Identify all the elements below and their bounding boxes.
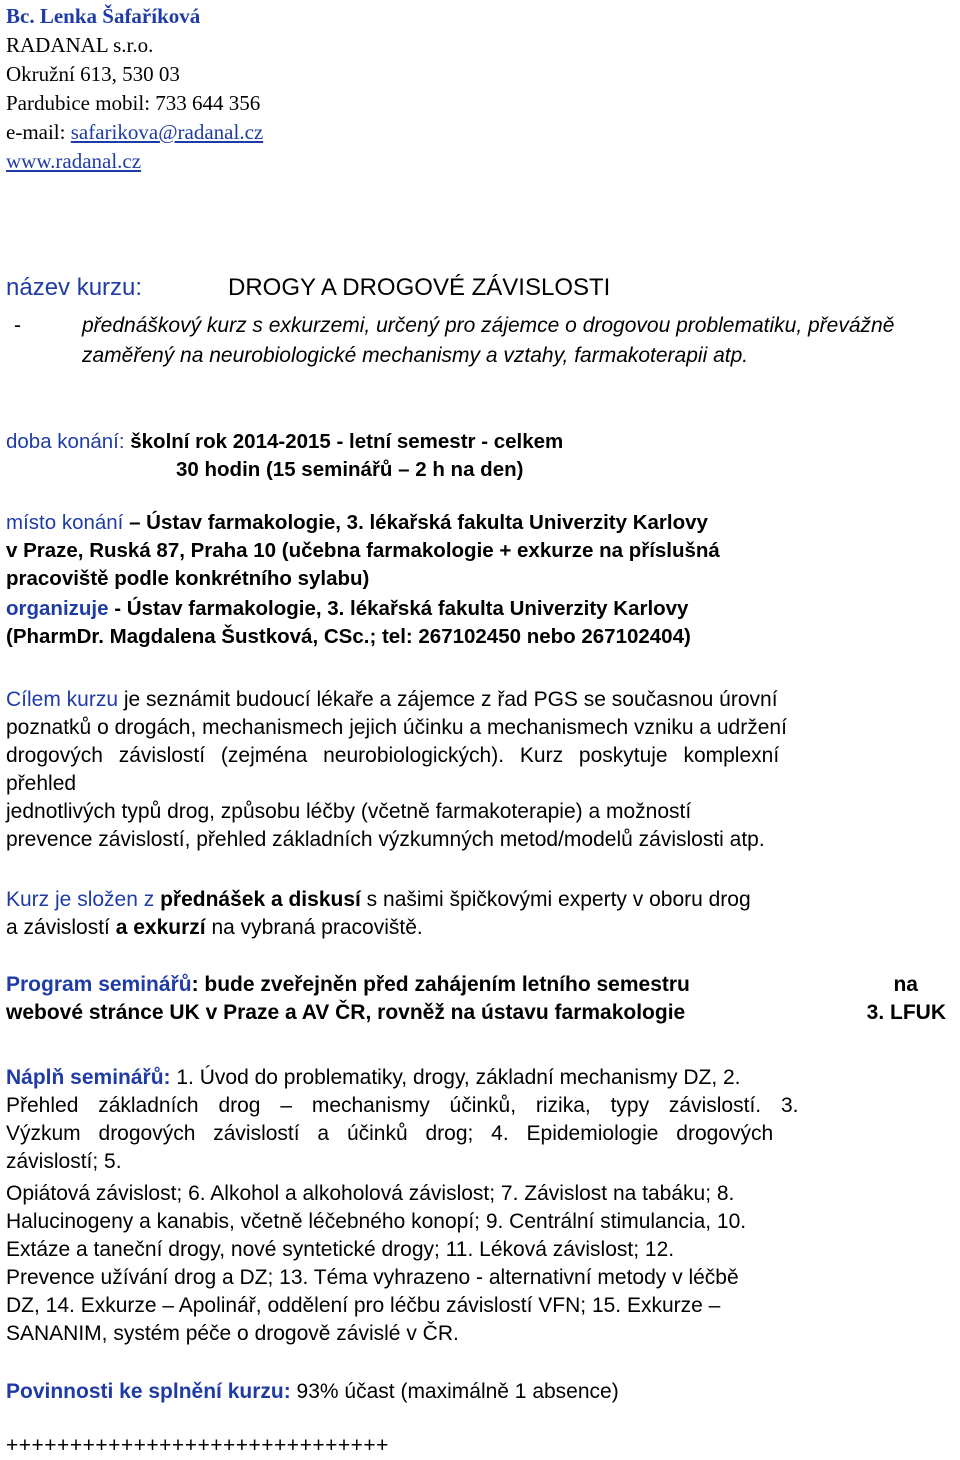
course-title: DROGY A DROGOVÉ ZÁVISLOSTI [228, 274, 611, 301]
misto-line1: – Ústav farmakologie, 3. lékařská fakulta Univerzity Karlovy [123, 511, 708, 534]
program-line1: : bude zveřejněn před zahájením letního semestru [191, 973, 690, 996]
course-title-row [6, 273, 611, 303]
napln-line: Opiátová závislost; 6. Alkohol a alkoholová závislost; 7. Závislost na tabáku; 8. [6, 1182, 735, 1205]
cilem-line5: jednotlivých typů drog, způsobu léčby (včetně farmakoterapie) a možností [6, 800, 692, 823]
email-link[interactable]: safarikova@radanal.cz [70, 120, 264, 144]
web-link[interactable]: www.radanal.cz [6, 149, 142, 173]
course-description [6, 311, 946, 371]
email-line [6, 118, 263, 147]
napln-line: SANANIM, systém péče o drogově závislé v ČR. [6, 1322, 459, 1345]
cilem-line2: poznatků o drogách, mechanismech jejich účinku a mechanismech vzniku a udržení [6, 716, 787, 739]
misto-line3: pracoviště podle konkrétního sylabu) [6, 567, 370, 590]
organizuje-phone: ; tel: 267102450 nebo 267102404) [369, 625, 691, 648]
program-label: Program seminářů [6, 973, 192, 996]
organizuje-line1: - Ústav farmakologie, 3. lékařská fakulta Univerzity Karlovy [108, 597, 689, 620]
doba-label: doba konání: [6, 430, 125, 453]
author-name: Bc. Lenka Šafaříková [6, 4, 201, 28]
address: Okružní 613, 530 03 [6, 62, 180, 86]
kurz-section [6, 886, 956, 942]
povinnosti-section [6, 1378, 956, 1406]
program-line1-end: na [893, 973, 918, 996]
city-phone: Pardubice mobil: 733 644 356 [6, 91, 261, 115]
separator-line: ++++++++++++++++++++++++++++++ [6, 1434, 389, 1457]
company-name: RADANAL s.r.o. [6, 33, 154, 57]
cilem-line6: prevence závislostí, přehled základních výzkumných metod/modelů závislosti atp. [6, 828, 765, 851]
doba-line [6, 428, 563, 456]
povinnosti-label: Povinnosti ke splnění kurzu: [6, 1380, 291, 1403]
misto-label: místo konání [6, 511, 124, 534]
cilem-line3: drogových závislostí (zejména neurobiologických). Kurz poskytuje komplexní [6, 744, 780, 767]
napln-line: Přehled základních drog – mechanismy účinků, rizika, typy závislostí. 3. [6, 1094, 799, 1117]
cilem-section [6, 686, 956, 854]
email-label: e-mail: [6, 120, 71, 144]
kurz-line2a: a závislostí [6, 916, 116, 939]
napln-line: 1. Úvod do problematiky, drogy, základní mechanismy DZ, 2. [170, 1066, 741, 1089]
napln-label: Náplň seminářů: [6, 1066, 171, 1089]
program-line2-end: 3. LFUK [866, 1001, 946, 1024]
program-section [6, 971, 946, 1027]
contact-header [6, 2, 263, 176]
napln-section [6, 1064, 906, 1176]
kurz-bold2: a exkurzí [115, 916, 206, 939]
cilem-line1: je seznámit budoucí lékaře a zájemce z řad PGS se současnou úrovní [118, 688, 778, 711]
description-text: přednáškový kurz s exkurzemi, určený pro zájemce o drogovou problematiku, převážně zaměřený na neurobiologické mechanismy a vztahy, farmakoterapii atp. [82, 314, 895, 367]
organizuje-contact: (PharmDr. Magdalena Šustková, CSc. [6, 625, 370, 648]
kurz-line2: na vybraná pracoviště. [205, 916, 423, 939]
organizuje-label: organizuje [6, 597, 109, 620]
napln-line: Prevence užívání drog a DZ; 13. Téma vyhrazeno - alternativní metody v léčbě [6, 1266, 739, 1289]
misto-section [6, 509, 956, 593]
program-line2: webové stránce UK v Praze a AV ČR, rovněž na ústavu farmakologie [6, 1001, 686, 1024]
misto-line2: v Praze, Ruská 87, Praha 10 (učebna farmakologie + exkurze na příslušná [6, 539, 720, 562]
kurz-bold1: přednášek a diskusí [160, 888, 361, 911]
napln-line: Extáze a taneční drogy, nové syntetické drogy; 11. Léková závislost; 12. [6, 1238, 675, 1261]
bullet-dash: - [14, 314, 21, 337]
doba-text: školní rok 2014-2015 - letní semestr - celkem [124, 430, 564, 453]
napln-line: Halucinogeny a kanabis, včetně léčebného konopí; 9. Centrální stimulancia, 10. [6, 1210, 747, 1233]
doba-line2: 30 hodin (15 seminářů – 2 h na den) [176, 458, 524, 481]
napln-line: Výzkum drogových závislostí a účinků drog; 4. Epidemiologie drogových [6, 1122, 774, 1145]
cilem-line4: přehled [6, 772, 77, 795]
course-label: název kurzu: [6, 274, 143, 301]
napln-line: DZ, 14. Exkurze – Apolinář, oddělení pro léčbu závislostí VFN; 15. Exkurze – [6, 1294, 721, 1317]
cilem-label: Cílem kurzu [6, 688, 119, 711]
organizuje-section [6, 595, 956, 651]
kurz-line1: s našimi špičkovými experty v oboru drog [360, 888, 751, 911]
povinnosti-value: 93% účast (maximálně 1 absence) [290, 1380, 619, 1403]
napln-section-2 [6, 1180, 956, 1348]
napln-line: závislostí; 5. [6, 1150, 122, 1173]
kurz-label: Kurz je složen z [6, 888, 161, 911]
